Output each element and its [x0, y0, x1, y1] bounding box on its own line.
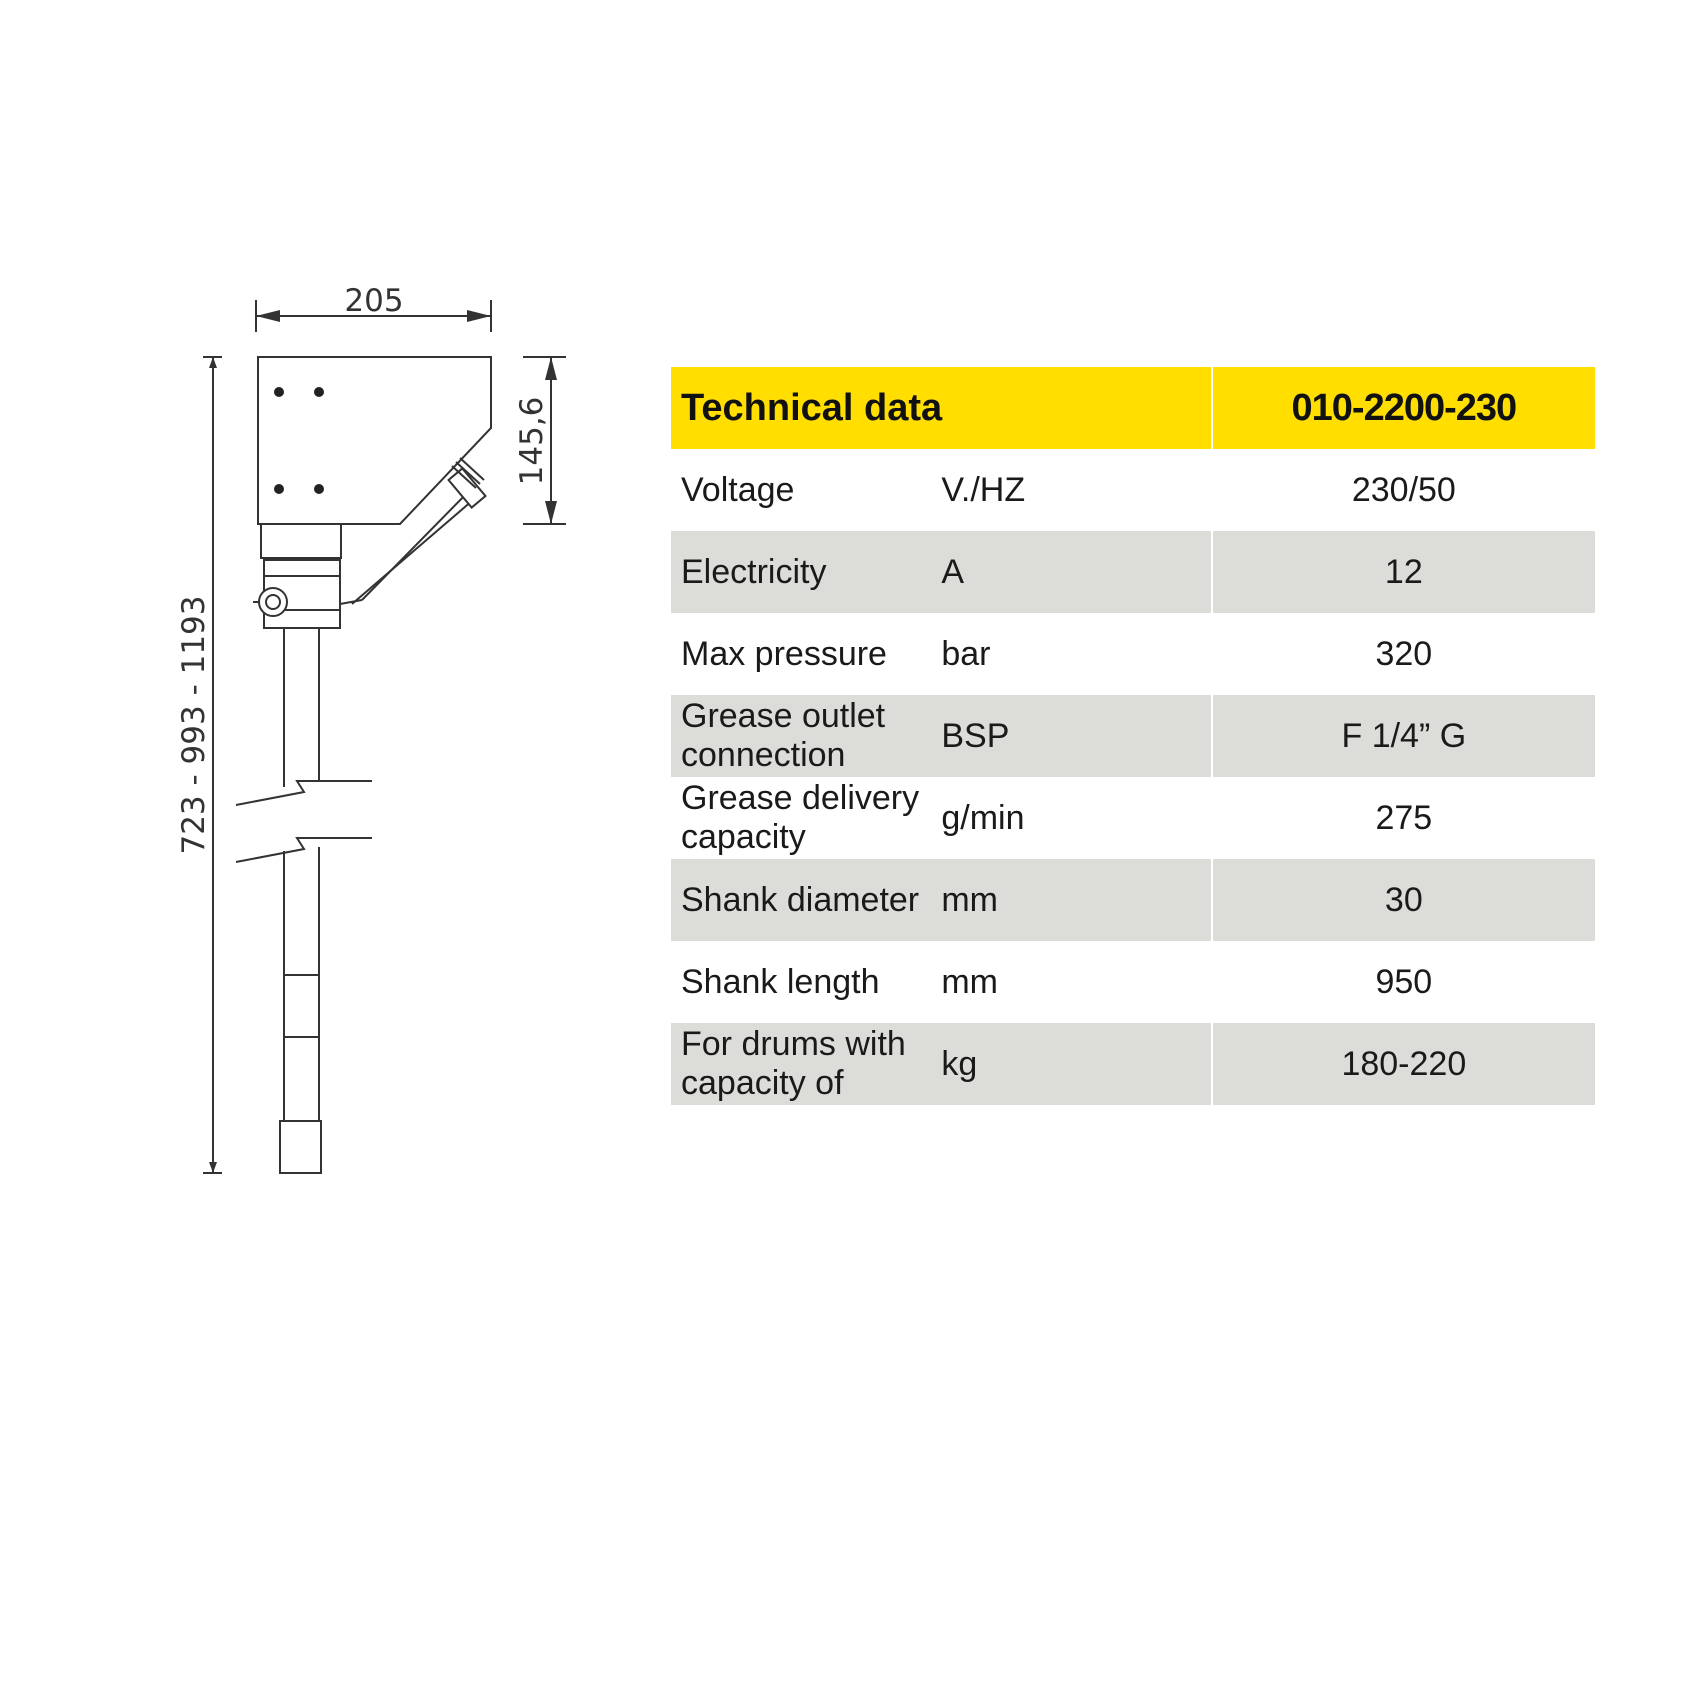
table-row [671, 531, 1595, 613]
row-unit: g/min [941, 777, 1211, 859]
row-value: 30 [1384, 880, 1423, 919]
dim-length-label: 723 - 993 - 1193 [176, 595, 212, 855]
dim-width-label: 205 [344, 283, 404, 319]
row-value: F 1/4” G [1341, 716, 1467, 755]
row-name: Grease delivery capacity [681, 779, 920, 856]
table-row [671, 1023, 1595, 1105]
outlet-fitting [253, 588, 287, 616]
row-value: 320 [1375, 634, 1433, 673]
table-row [671, 941, 1595, 1023]
row-value: 950 [1375, 962, 1433, 1001]
pump-dimension-drawing [0, 0, 620, 1700]
break-line-upper [236, 781, 372, 805]
table-header-code: 010-2200-230 [1291, 386, 1517, 429]
row-unit: bar [941, 613, 1211, 695]
row-unit: mm [941, 941, 1211, 1023]
row-unit: A [941, 531, 1211, 613]
row-value: 275 [1375, 798, 1433, 837]
row-name: Shank length [681, 962, 880, 1001]
table-row [671, 859, 1595, 941]
technical-data-table [671, 367, 1595, 1105]
row-name: Electricity [681, 552, 827, 591]
table-body [671, 449, 1595, 1105]
row-name: Max pressure [681, 634, 887, 673]
foot-valve [280, 1121, 321, 1173]
row-value: 180-220 [1341, 1044, 1467, 1083]
break-line-lower [236, 838, 372, 862]
row-name: For drums with capacity of [681, 1025, 906, 1102]
table-header-row [671, 367, 1595, 449]
table-header-label: Technical data [671, 367, 1212, 449]
row-unit: kg [941, 1023, 1211, 1105]
row-name: Voltage [681, 470, 795, 509]
row-unit: V./HZ [941, 449, 1211, 531]
table-row [671, 613, 1595, 695]
row-value: 230/50 [1351, 470, 1456, 509]
table-row [671, 777, 1595, 859]
row-unit: BSP [941, 695, 1211, 777]
row-value: 12 [1384, 552, 1423, 591]
table-row [671, 449, 1595, 531]
row-name: Shank diameter [681, 880, 920, 919]
pump-neck [261, 524, 341, 558]
table-row [671, 695, 1595, 777]
motor-housing [258, 357, 491, 524]
dim-height-label: 145,6 [514, 396, 550, 486]
row-name: Grease outlet connection [681, 697, 886, 774]
row-unit: mm [941, 859, 1211, 941]
